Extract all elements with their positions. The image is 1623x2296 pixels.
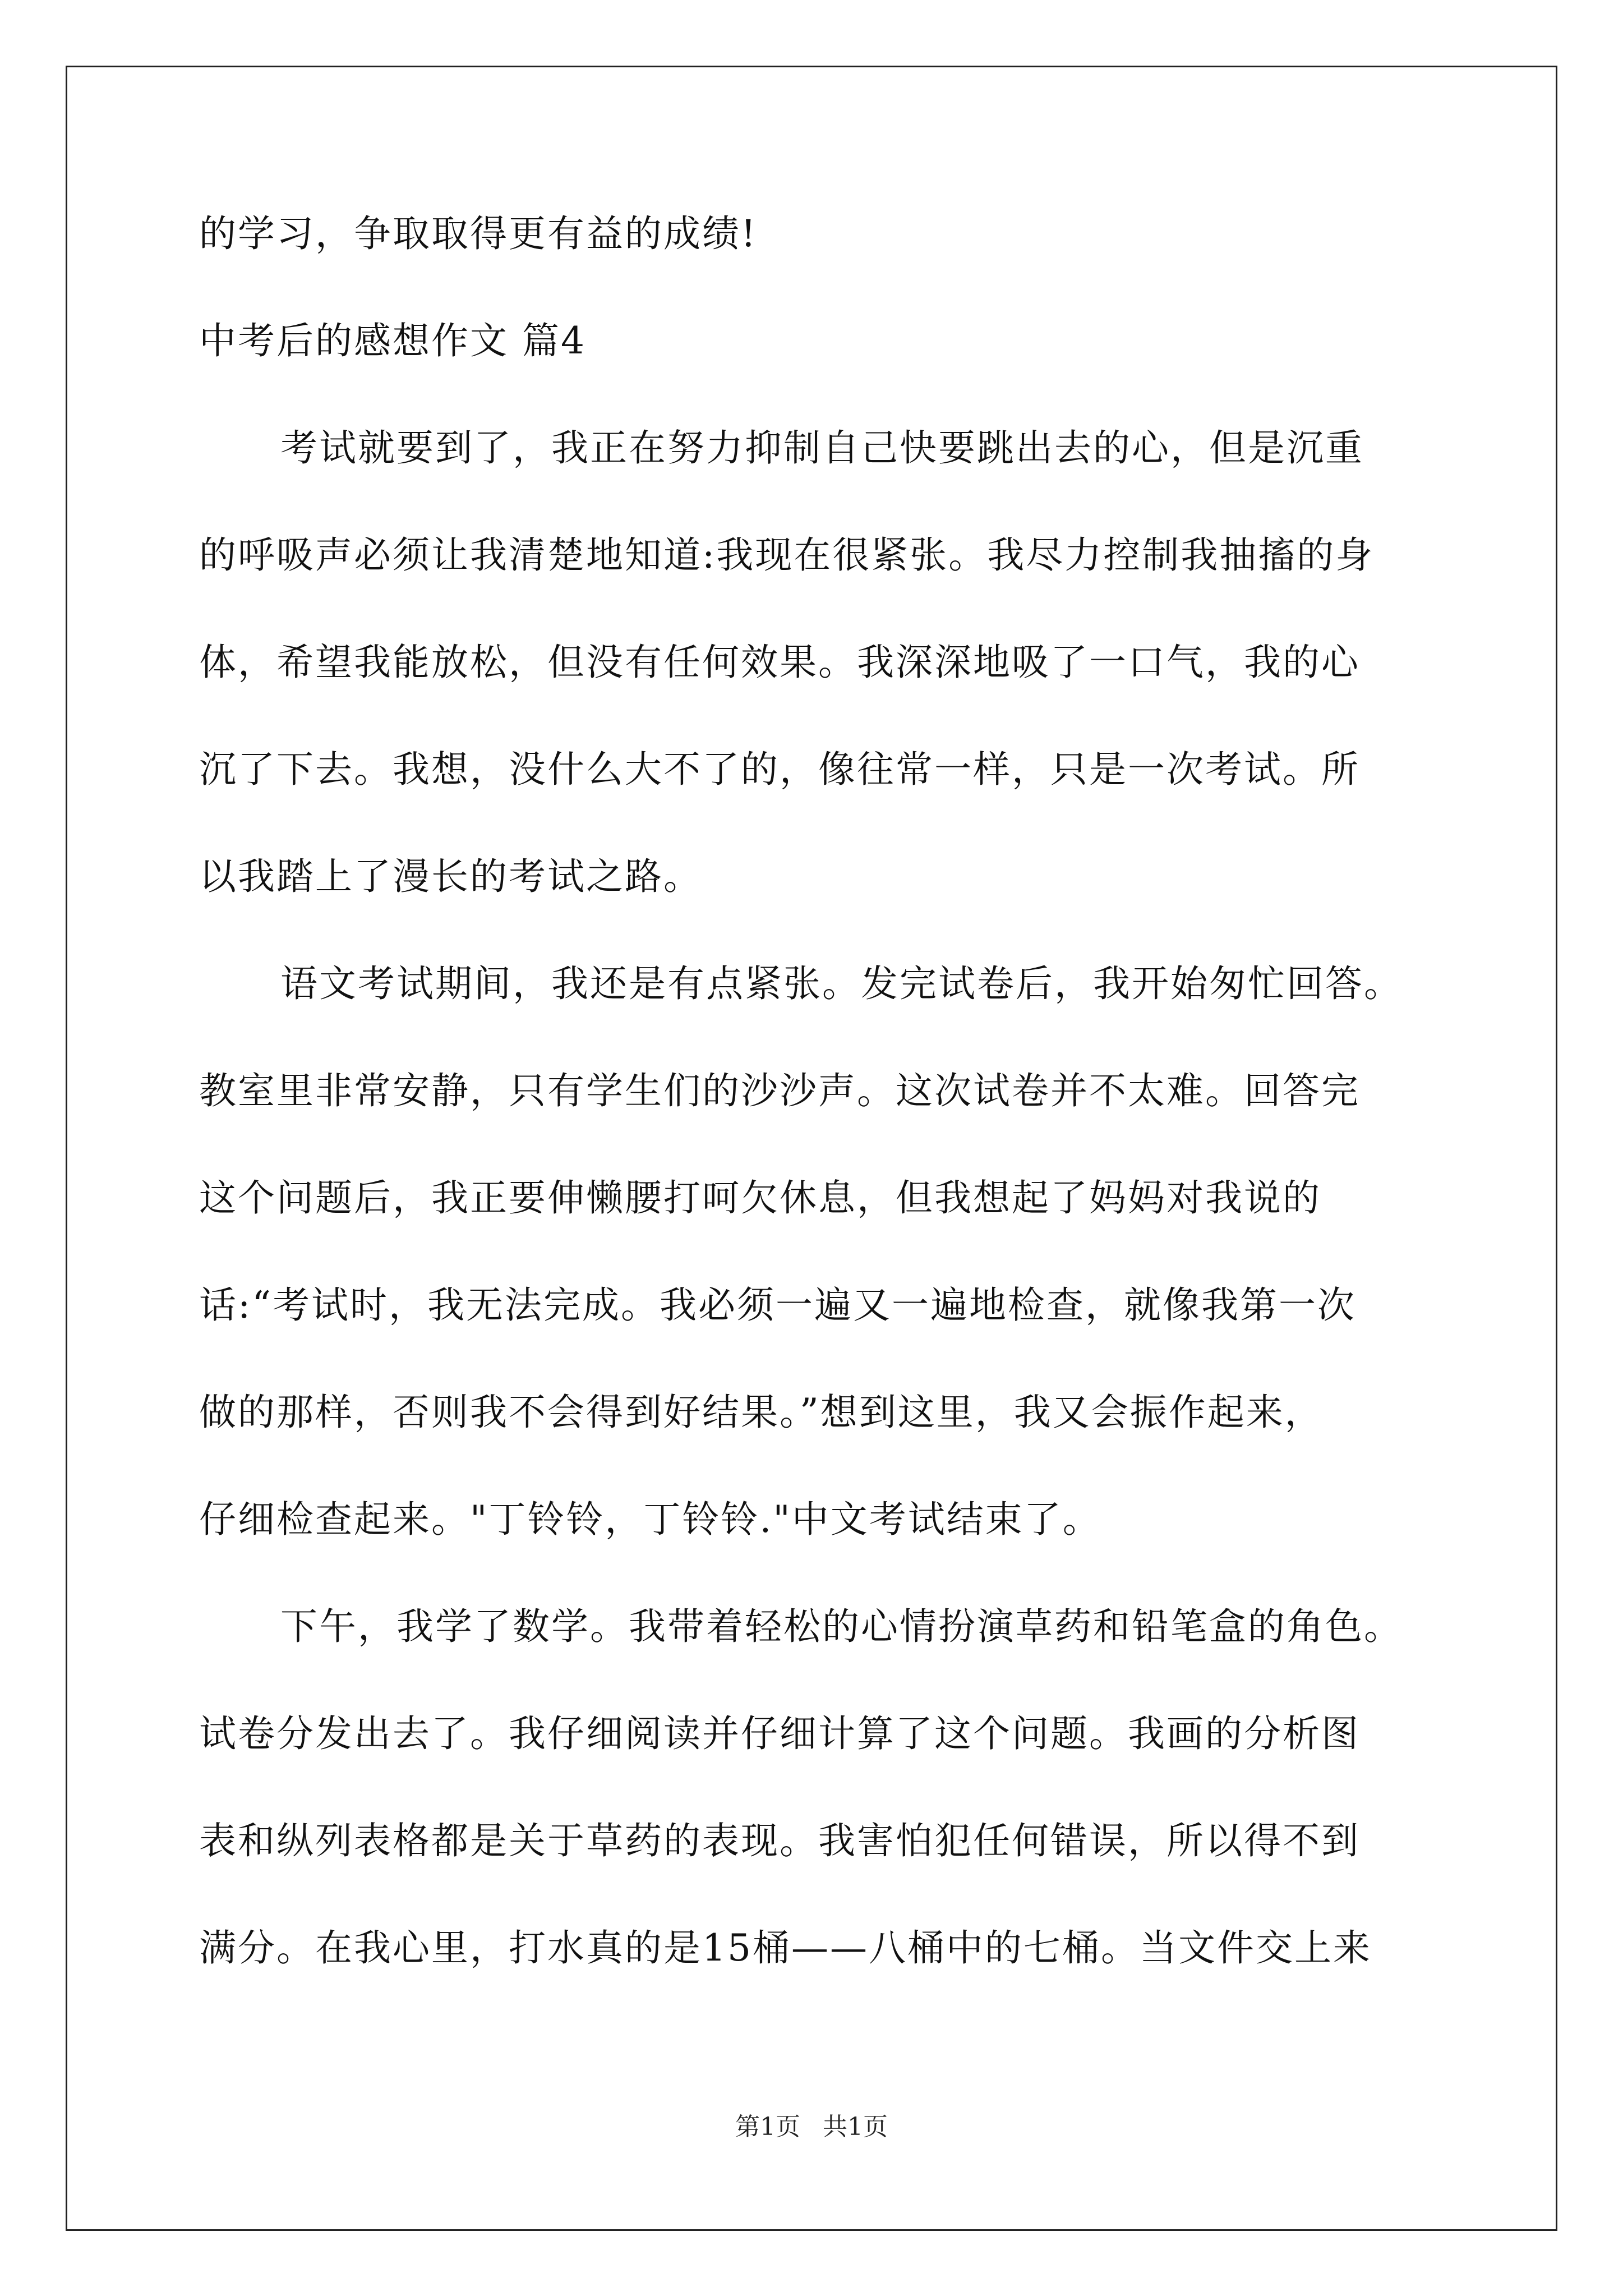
page-footer: [0, 2115, 1623, 2139]
paragraph-1-line: 体，希望我能放松，但没有任何效果。我深深地吸了一口气，我的心: [199, 641, 1360, 684]
section-heading: 中考后的感想作文 篇4: [199, 319, 586, 362]
paragraph-3-line: 下午，我学了数学。我带着轻松的心情扮演草药和铅笔盒的角色。: [280, 1605, 1403, 1648]
document-body: [199, 212, 1433, 2037]
paragraph-2-line: 这个问题后，我正要伸懒腰打呵欠休息，但我想起了妈妈对我说的: [199, 1176, 1321, 1220]
paragraph-2-line: 做的那样，否则我不会得到好结果。”想到这里，我又会振作起来，: [199, 1391, 1324, 1434]
paragraph-1-line: 沉了下去。我想，没什么大不了的，像往常一样，只是一次考试。所: [199, 748, 1360, 791]
paragraph-1-line: 考试就要到了，我正在努力抑制自己快要跳出去的心，但是沉重: [280, 426, 1364, 470]
paragraph-1-line: 的呼吸声必须让我清楚地知道:我现在很紧张。我尽力控制我抽搐的身: [199, 533, 1375, 577]
paragraph-2-line: 教室里非常安静，只有学生们的沙沙声。这次试卷并不太难。回答完: [199, 1069, 1360, 1112]
paragraph-3-line: 满分。在我心里，打水真的是15桶——八桶中的七桶。当文件交上来: [199, 1926, 1372, 1970]
paragraph-2-line: 话:“考试时，我无法完成。我必须一遍又一遍地检查，就像我第一次: [199, 1283, 1356, 1327]
page-number: 第1页: [735, 2113, 800, 2141]
paragraph-1-line: 以我踏上了漫长的考试之路。: [199, 855, 702, 898]
paragraph-2-line: 语文考试期间，我还是有点紧张。发完试卷后，我开始匆忙回答。: [280, 962, 1403, 1005]
paragraph-2-line: 仔细检查起来。"丁铃铃，丁铃铃."中文考试结束了。: [199, 1498, 1101, 1541]
paragraph-3-line: 试卷分发出去了。我仔细阅读并仔细计算了这个问题。我画的分析图: [199, 1712, 1360, 1755]
paragraph-3-line: 表和纵列表格都是关于草药的表现。我害怕犯任何错误，所以得不到: [199, 1819, 1360, 1862]
paragraph-continuation: 的学习，争取取得更有益的成绩!: [199, 212, 758, 255]
page-total: 共1页: [823, 2113, 888, 2141]
